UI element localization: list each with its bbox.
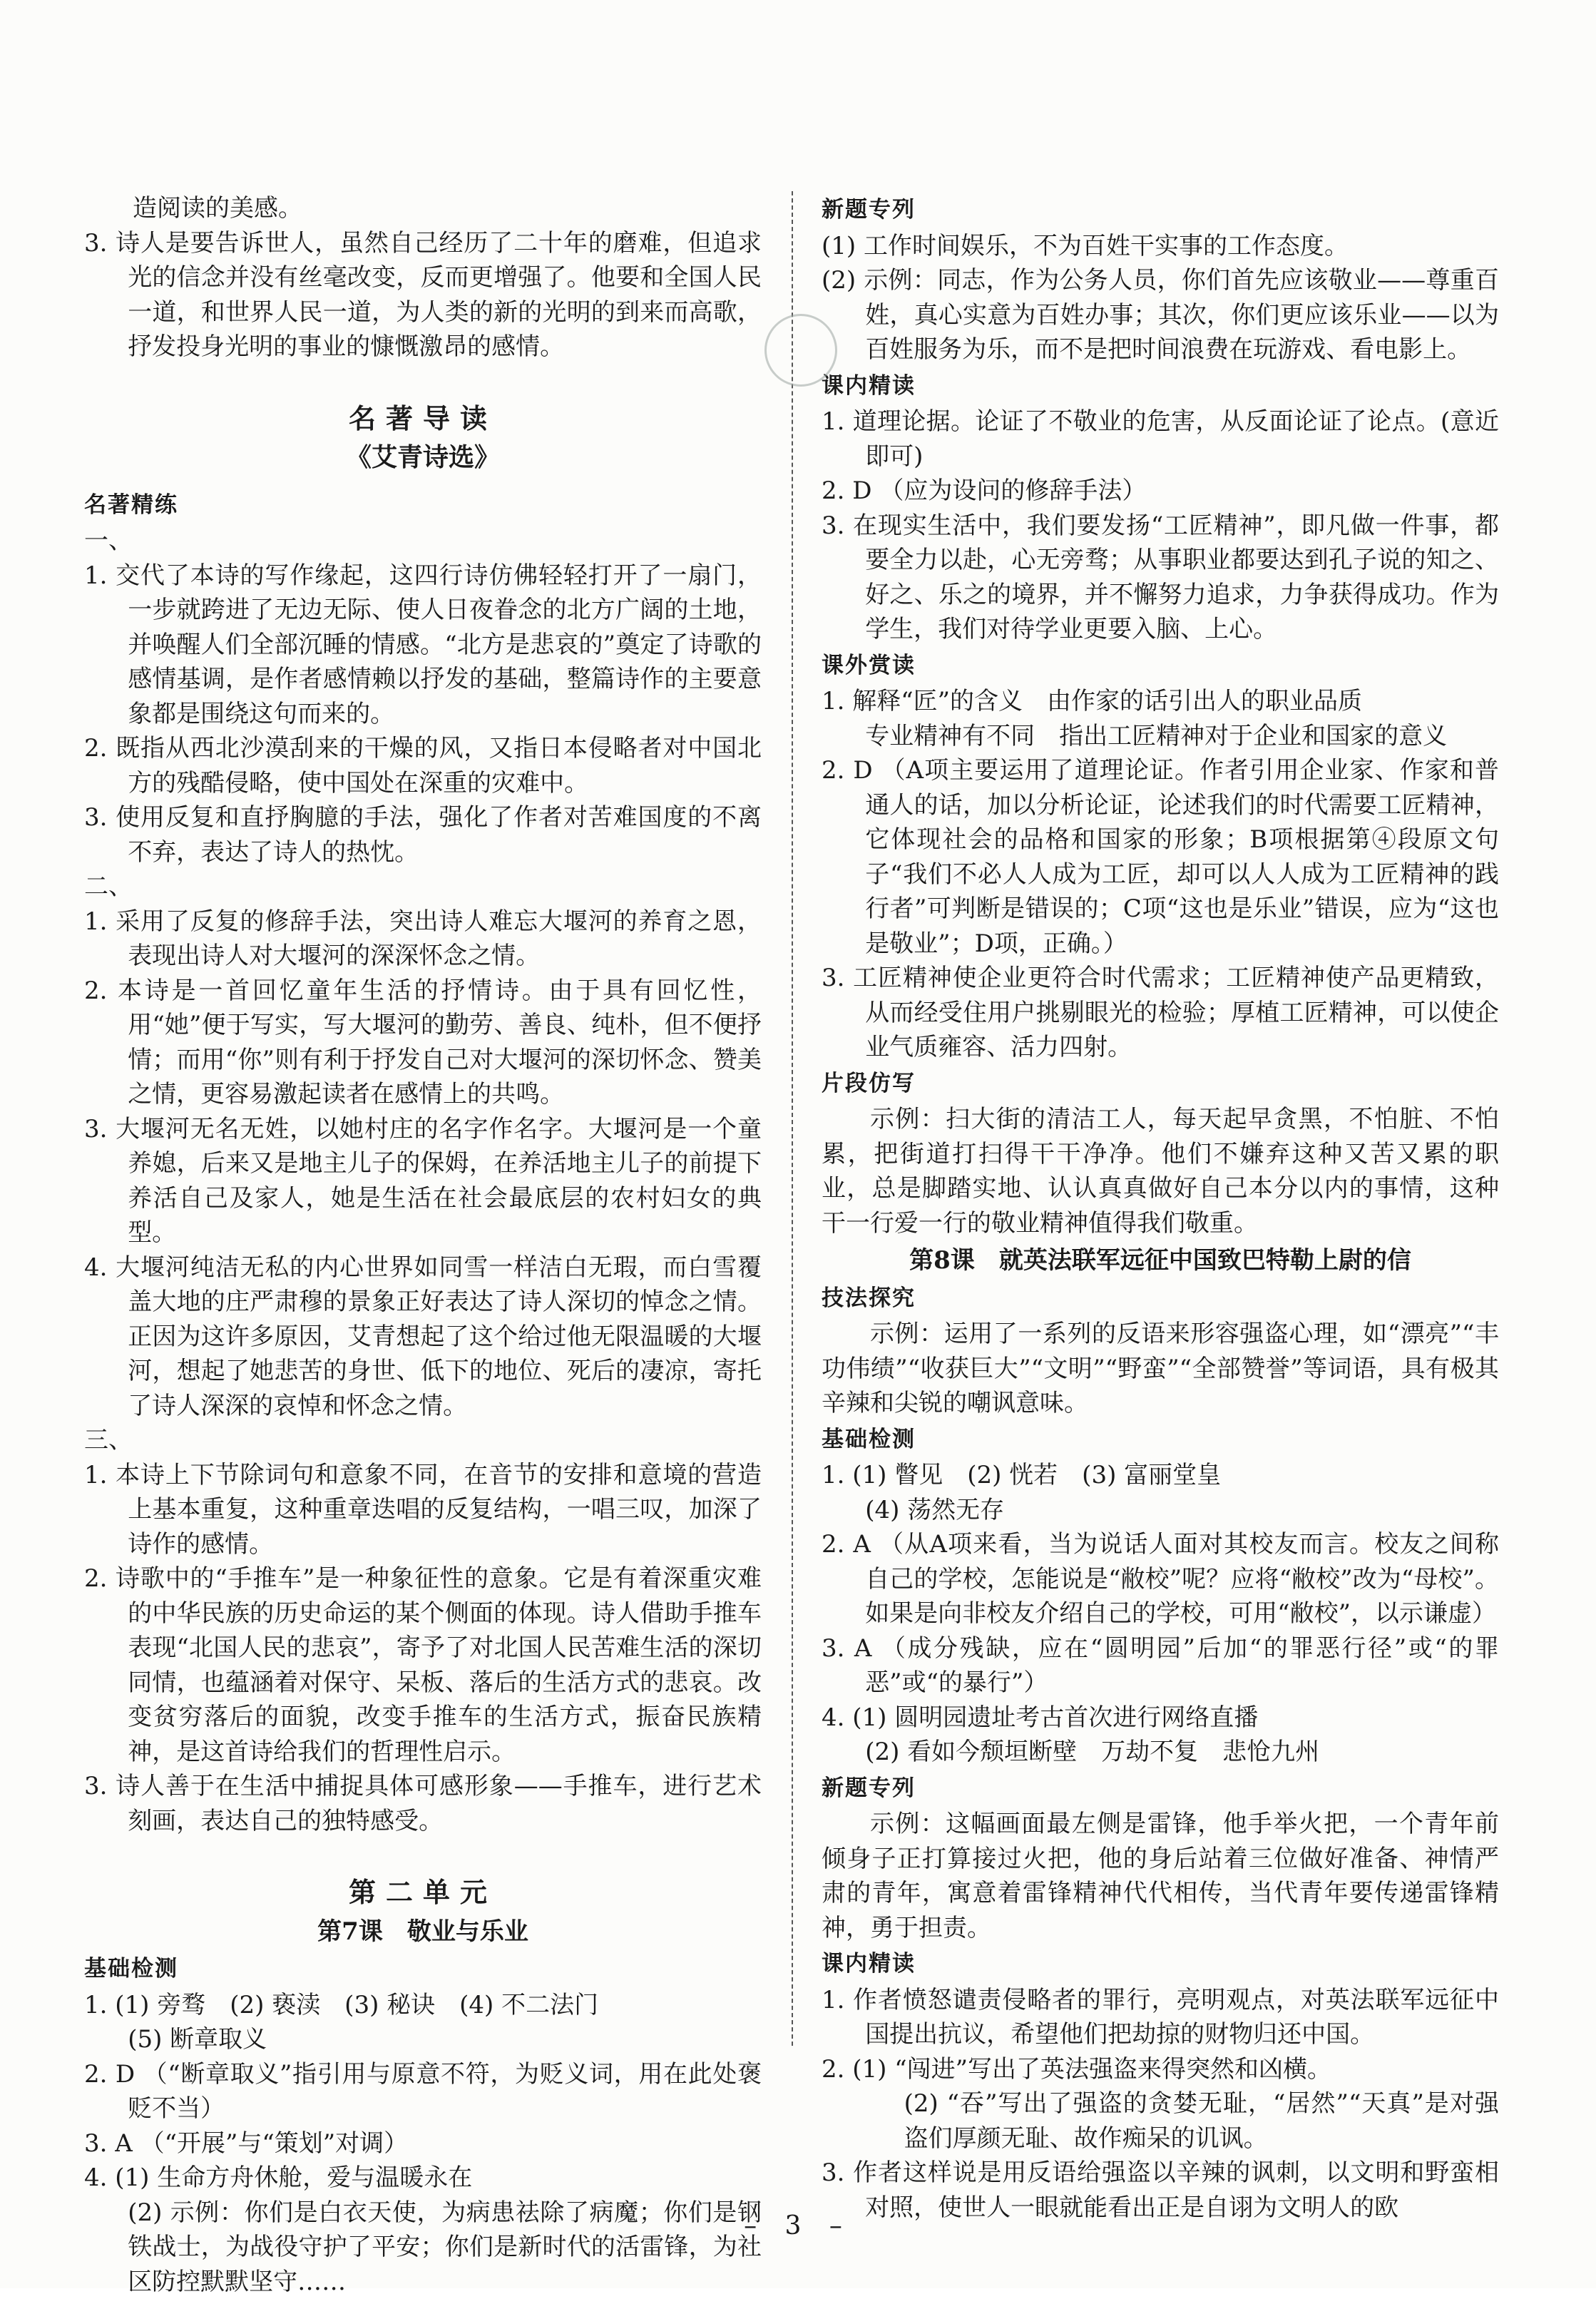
section-heading: 新题专列 [822,1771,1499,1806]
answer-paragraph: 2. D （A项主要运用了道理论证。作者引用企业家、作家和普通人的话，加以分析论证，论述我们的时代需要工匠精神，它体现社会的品格和国家的形象；B项根据第④段原文句子“我们不必人人成为工匠，却可以人人成为工匠精神的践行者”可判断是错误的；C项“这也是乐业”错误，应为“这也是敬业”；D项，正确。） [822,753,1499,961]
answer-paragraph: 4. 大堰河纯洁无私的内心世界如同雪一样洁白无瑕，而白雪覆盖大地的庄严肃穆的景象正好表达了诗人深切的悼念之情。正因为这许多原因，艾青想起了这个给过他无限温暖的大堰河，想起了她悲苦的身世、低下的地位、死后的凄凉，寄托了诗人深深的哀悼和怀念之情。 [84,1250,762,1424]
answer-paragraph: (2) “吞”写出了强盗的贪婪无耻，“居然”“天真”是对强盗们厚颜无耻、故作痴呆的讥讽。 [822,2086,1499,2156]
answer-paragraph: 2. (1) “闯进”写出了英法强盗来得突然和凶横。 [822,2052,1499,2087]
section-heading: 新题专列 [822,193,1499,228]
answer-paragraph: 2. 本诗是一首回忆童年生活的抒情诗。由于具有回忆性，用“她”便于写实，写大堰河的勤劳、善良、纯朴，但不便抒情；而用“你”则有利于抒发自己对大堰河的深切怀念、赞美之情，更容易激起读者在感情上的共鸣。 [84,974,762,1112]
answer-paragraph: 3. 诗人是要告诉世人，虽然自己经历了二十年的磨难，但追求光的信念并没有丝毫改变，反而更增强了。他要和全国人民一道，和世界人民一道，为人类的新的光明的到来而高歌，抒发投身光明的事业的慷慨激昂的感情。 [84,226,762,365]
answer-paragraph: 3. 工匠精神使企业更符合时代需求；工匠精神使产品更精致，从而经受住用户挑剔眼光的检验；厚植工匠精神，可以使企业气质雍容、活力四射。 [822,961,1499,1065]
title: 第8课 就英法联军远征中国致巴特勒上尉的信 [822,1243,1499,1278]
answer-paragraph: 3. 诗人善于在生活中捕捉具体可感形象——手推车，进行艺术刻画，表达自己的独特感受。 [84,1769,762,1838]
answer-paragraph: 二、 [84,870,762,904]
answer-paragraph: 2. 既指从西北沙漠刮来的干燥的风，又指日本侵略者对中国北方的残酷侵略，使中国处在深重的灾难中。 [84,731,762,800]
answer-paragraph: 3. 大堰河无名无姓，以她村庄的名字作名字。大堰河是一个童养媳，后来又是地主儿子的保姆，在养活地主儿子的前提下养活自己及家人，她是生活在社会最底层的农村妇女的典型。 [84,1112,762,1250]
answer-paragraph: 3. 使用反复和直抒胸臆的手法，强化了作者对苦难国度的不离不弃，表达了诗人的热忱。 [84,800,762,870]
section-heading: 基础检测 [84,1952,762,1987]
section-heading: 基础检测 [822,1422,1499,1457]
title: 第二单元 [84,1875,762,1910]
answer-paragraph: 示例：扫大街的清洁工人，每天起早贪黑，不怕脏、不怕累，把街道打扫得干干净净。他们不嫌弃这种又苦又累的职业，总是脚踏实地、认认真真做好自己本分以内的事情，这种干一行爱一行的敬业精神值得我们敬重。 [822,1102,1499,1240]
answer-paragraph: 3. 作者这样说是用反语给强盗以辛辣的讽刺，以文明和野蛮相对照，使世人一眼就能看出正是自诩为文明人的欧 [822,2156,1499,2225]
answer-paragraph: 2. D （“断章取义”指引用与原意不符，为贬义词，用在此处褒贬不当） [84,2057,762,2126]
answer-paragraph: 一、 [84,524,762,559]
answer-paragraph: 2. A （从A项来看，当为说话人面对其校友而言。校友之间称自己的学校，怎能说是“敝校”呢？应将“敝校”改为“母校”。如果是向非校友介绍自己的学校，可用“敝校”，以示谦虚） [822,1527,1499,1631]
answer-paragraph: 1. 交代了本诗的写作缘起，这四行诗仿佛轻轻打开了一扇门，一步就跨进了无边无际、使人日夜眷念的北方广阔的土地，并唤醒人们全部沉睡的情感。“北方是悲哀的”奠定了诗歌的感情基调，是作者感情赖以抒发的基础，整篇诗作的主要意象都是围绕这句而来的。 [84,559,762,732]
column-divider [792,191,793,2046]
answer-paragraph: (2) 示例：同志，作为公务人员，你们首先应该敬业——尊重百姓，真心实意为百姓办事；其次，你们更应该乐业——以为百姓服务为乐，而不是把时间浪费在玩游戏、看电影上。 [822,263,1499,367]
answer-paragraph: 1. 采用了反复的修辞手法，突出诗人难忘大堰河的养育之恩，表现出诗人对大堰河的深深怀念之情。 [84,904,762,974]
answer-paragraph: 1. (1) 瞥见 (2) 恍若 (3) 富丽堂皇 [822,1458,1499,1493]
answer-paragraph: 4. (1) 圆明园遗址考古首次进行网络直播 [822,1701,1499,1735]
answer-paragraph: 示例：运用了一系列的反语来形容强盗心理，如“漂亮”“丰功伟绩”“收获巨大”“文明”“野蛮”“全部赞誉”等词语，具有极其辛辣和尖锐的嘲讽意味。 [822,1317,1499,1421]
answer-paragraph: 1. 本诗上下节除词句和意象不同，在音节的安排和意境的营造上基本重复，这种重章迭唱的反复结构，一唱三叹，加深了诗作的感情。 [84,1458,762,1562]
answer-paragraph: 1. 作者愤怒谴责侵略者的罪行，亮明观点，对英法联军远征中国提出抗议，希望他们把劫掠的财物归还中国。 [822,1983,1499,2052]
title: 《艾青诗选》 [84,440,762,475]
answer-paragraph: 3. A （“开展”与“策划”对调） [84,2126,762,2161]
watermark-stamp [764,314,837,387]
answer-paragraph: 1. (1) 旁骛 (2) 亵渎 (3) 秘诀 (4) 不二法门 [84,1988,762,2023]
answer-paragraph: 4. (1) 生命方舟休舱，爱与温暖永在 [84,2161,762,2196]
title: 第7课 敬业与乐业 [84,1915,762,1949]
answer-paragraph: (5) 断章取义 [84,2022,762,2057]
title: 名著导读 [84,402,762,437]
answer-paragraph: (2) 示例：你们是白衣天使，为病患祛除了病魔；你们是钢铁战士，为战役守护了平安；你们是新时代的活雷锋，为社区防控默默坚守…… [84,2196,762,2299]
answer-paragraph: 2. 诗歌中的“手推车”是一种象征性的意象。它是有着深重灾难的中华民族的历史命运的某个侧面的体现。诗人借助手推车表现“北国人民的悲哀”，寄予了对北国人民苦难生活的深切同情，也蕴涵着对保守、呆板、落后的生活方式的悲哀。改变贫穷落后的面貌，改变手推车的生活方式，振奋民族精神，是这首诗给我们的哲理性启示。 [84,1561,762,1769]
answer-paragraph: 示例：这幅画面最左侧是雷锋，他手举火把，一个青年前倾身子正打算接过火把，他的身后站着三位做好准备、神情严肃的青年，寓意着雷锋精神代代相传，当代青年要传递雷锋精神，勇于担责。 [822,1807,1499,1945]
answer-paragraph: 三、 [84,1423,762,1458]
answer-paragraph: (2) 看如今颓垣断壁 万劫不复 悲怆九州 [822,1735,1499,1770]
answer-paragraph: 专业精神有不同 指出工匠精神对于企业和国家的意义 [822,719,1499,754]
section-heading: 课外赏读 [822,648,1499,683]
answer-paragraph: 1. 解释“匠”的含义 由作家的话引出人的职业品质 [822,684,1499,719]
answer-paragraph: 3. A （成分残缺，应在“圆明园”后加“的罪恶行径”或“的罪恶”或“的暴行”） [822,1631,1499,1701]
answer-paragraph: (4) 荡然无存 [822,1493,1499,1528]
section-heading: 技法探究 [822,1281,1499,1316]
section-heading: 课内精读 [822,369,1499,404]
answer-paragraph: 造阅读的美感。 [84,191,762,226]
page-number: – 3 – [0,2211,1596,2241]
left-column [84,191,762,2299]
section-heading: 片段仿写 [822,1066,1499,1101]
answer-paragraph: 3. 在现实生活中，我们要发扬“工匠精神”，即凡做一件事，都要全力以赴，心无旁骛；从事职业都要达到孔子说的知之、好之、乐之的境界，并不懈努力追求，力争获得成功。作为学生，我们对待学业更要入脑、上心。 [822,509,1499,647]
answer-paragraph: (1) 工作时间娱乐，不为百姓干实事的工作态度。 [822,229,1499,264]
right-column [822,191,1499,2225]
section-heading: 课内精读 [822,1947,1499,1982]
answer-paragraph: 1. 道理论据。论证了不敬业的危害，从反面论证了论点。(意近即可) [822,404,1499,474]
section-heading: 名著精练 [84,488,762,523]
answer-paragraph: 2. D （应为设问的修辞手法） [822,474,1499,509]
